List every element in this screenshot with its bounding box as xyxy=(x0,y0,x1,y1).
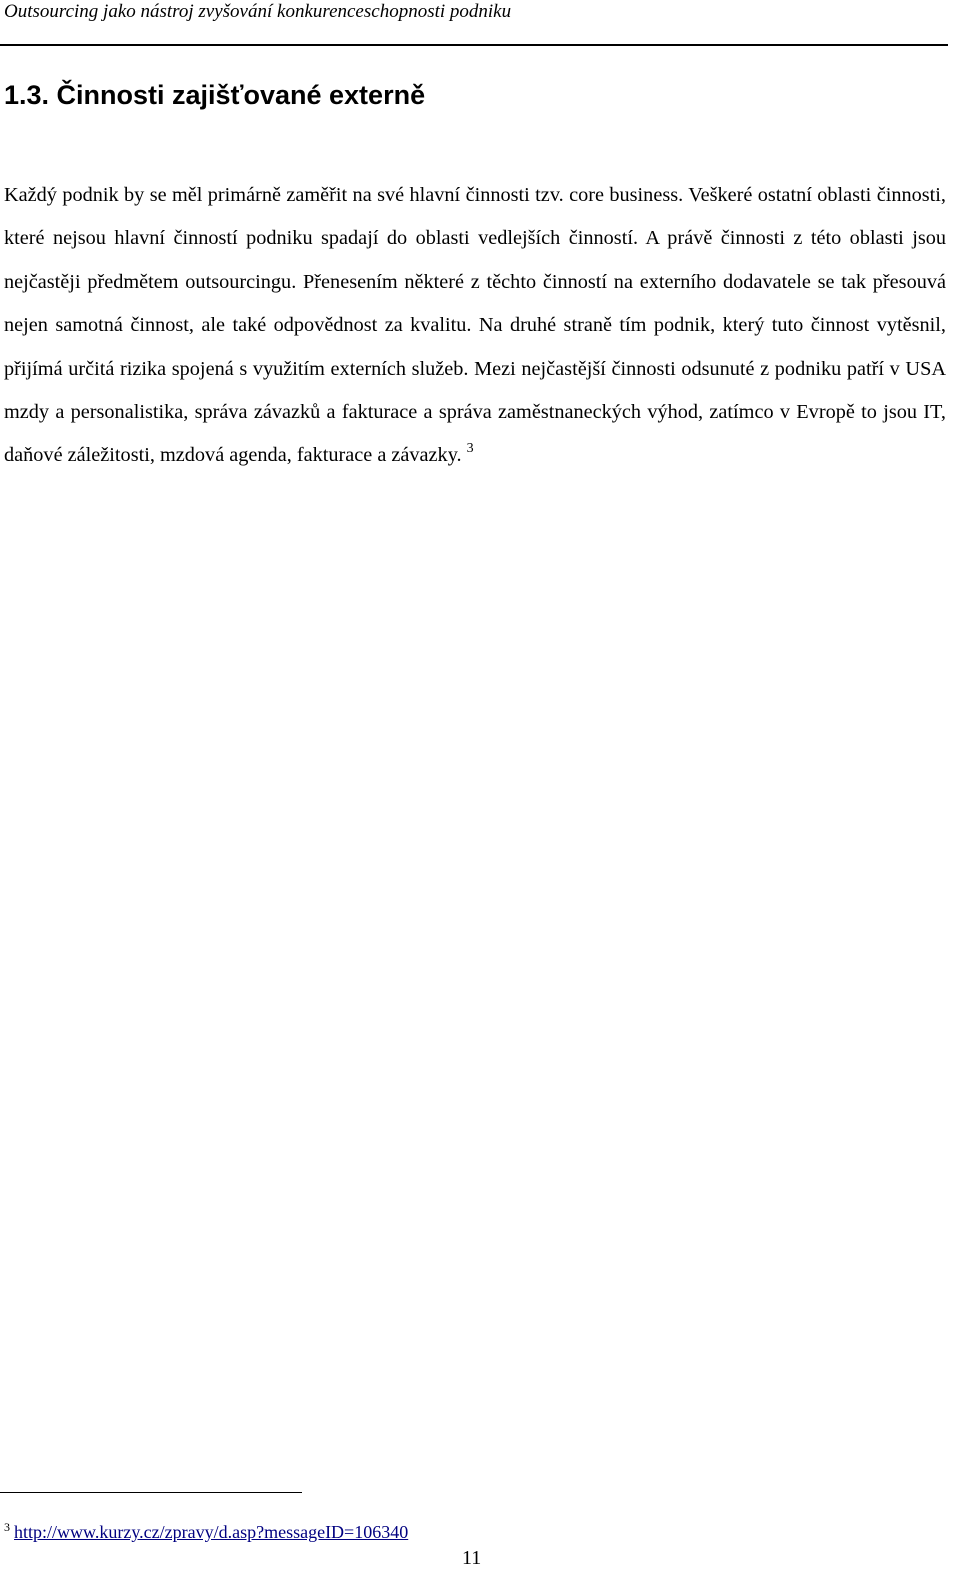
running-header: Outsourcing jako nástroj zvyšování konkurenceschopnosti podniku xyxy=(4,1,512,22)
footnote-reference[interactable]: 3 xyxy=(466,441,474,457)
footnote-number: 3 xyxy=(4,1520,10,1534)
header-divider xyxy=(0,44,948,46)
footnote-divider xyxy=(0,1492,302,1493)
body-paragraph xyxy=(4,174,946,478)
section-heading: 1.3. Činnosti zajišťované externě xyxy=(4,80,426,110)
page-number: 11 xyxy=(462,1547,482,1569)
footnote xyxy=(4,1520,408,1544)
paragraph-text: Každý podnik by se měl primárně zaměřit na své hlavní činnosti tzv. core business. Veškeré ostatní oblasti činnosti, které nejsou hlavní činností podniku spadají do oblasti vedlejších činností. A právě činnosti z této oblasti jsou nejčastěji předmětem outsourcingu. Přenesením některé z těchto činností na externího dodavatele se tak přesouvá nejen samotná činnost, ale také odpovědnost za kvalitu. Na druhé straně tím podnik, který tuto činnost vytěsnil, přijímá určitá rizika spojená s využitím externích služeb. Mezi nejčastější činnosti odsunuté z podniku patří v USA mzdy a personalistika, správa závazků a fakturace a správa zaměstnaneckých výhod, zatímco v Evropě to jsou IT, daňové záležitosti, mzdová agenda, fakturace a závazky. xyxy=(4,184,946,467)
footnote-link[interactable]: http://www.kurzy.cz/zpravy/d.asp?messageID=106340 xyxy=(14,1522,409,1542)
